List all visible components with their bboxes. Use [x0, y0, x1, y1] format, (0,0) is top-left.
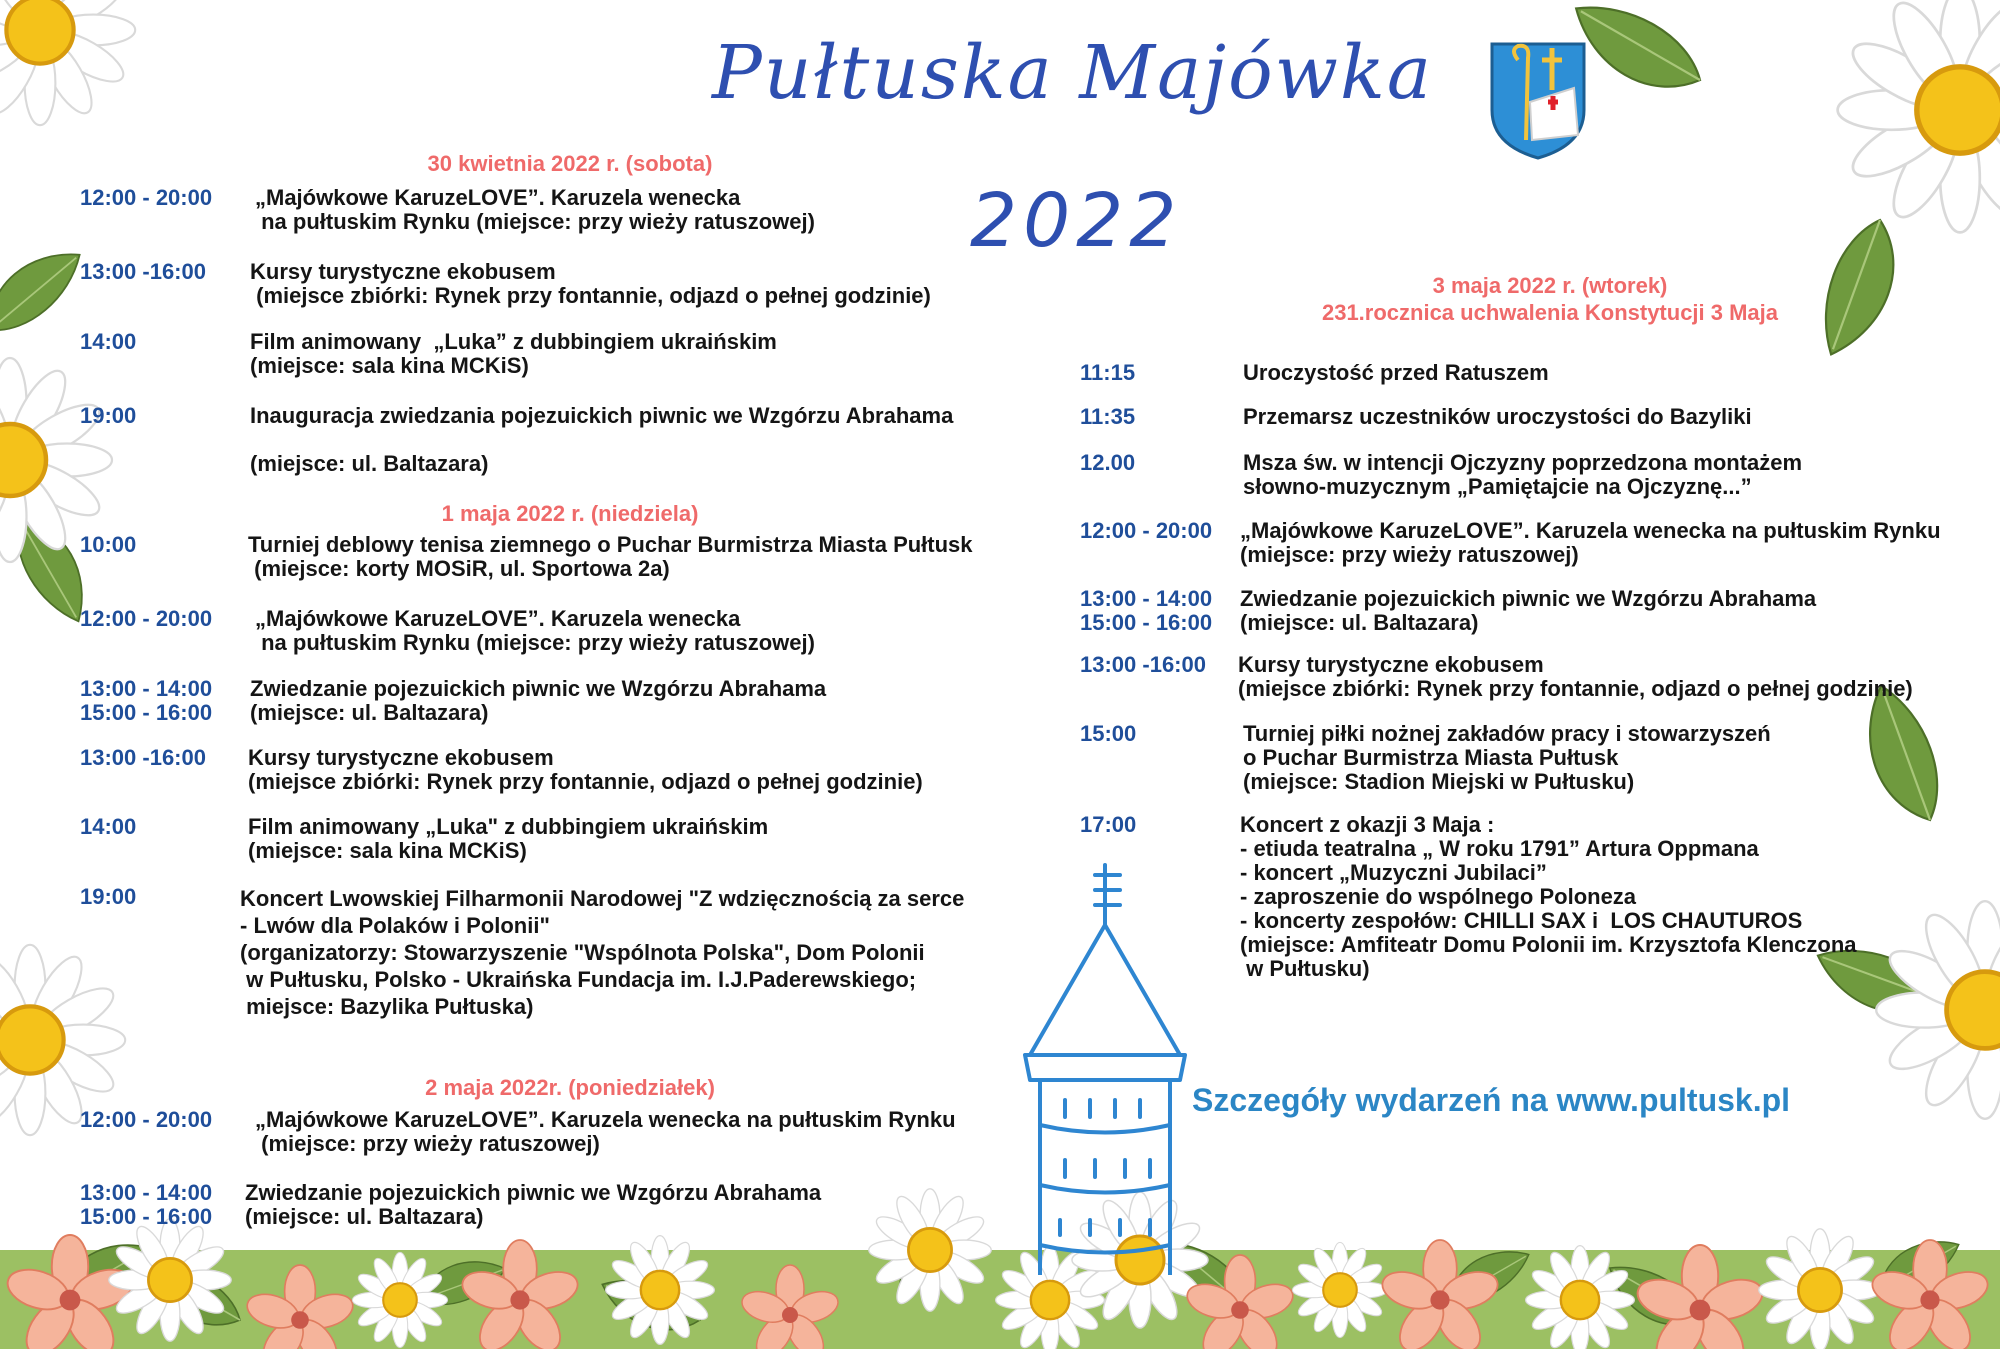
event-description: „Majówkowe KaruzeLOVE”. Karuzela wenecka na pułtuskim Rynku (miejsce: przy wieży ratuszowej)	[255, 606, 815, 655]
event-time: 19:00	[80, 403, 137, 428]
event-time: 13:00 - 14:00 15:00 - 16:00	[80, 676, 213, 725]
event-description: Film animowany „Luka” z dubbingiem ukraińskim (miejsce: sala kina MCKiS)	[250, 329, 777, 378]
event-time: 14:00	[80, 329, 137, 354]
website-link[interactable]: Szczegóły wydarzeń na www.pultusk.pl	[1192, 1082, 1791, 1118]
event-description: Kursy turystyczne ekobusem (miejsce zbiórki: Rynek przy fontannie, odjazd o pełnej godzinie)	[248, 745, 923, 794]
event-time: 14:00	[80, 814, 137, 839]
event-description: Inauguracja zwiedzania pojezuickich piwnic we Wzgórzu Abrahama (miejsce: ul. Baltazara)	[250, 403, 954, 476]
event-time: 17:00	[1080, 812, 1137, 837]
day-header-may3: 3 maja 2022 r. (wtorek)	[1432, 273, 1668, 298]
day-header-apr30: 30 kwietnia 2022 r. (sobota)	[427, 151, 713, 176]
poster-year: 2022	[970, 178, 1183, 264]
event-time: 13:00 - 14:00 15:00 - 16:00	[80, 1180, 213, 1229]
event-time: 13:00 -16:00	[80, 745, 206, 770]
event-description: „Majówkowe KaruzeLOVE”. Karuzela wenecka na pułtuskim Rynku (miejsce: przy wieży ratuszowej)	[255, 185, 815, 234]
event-time: 15:00	[1080, 721, 1137, 746]
event-description: Turniej piłki nożnej zakładów pracy i stowarzyszeń o Puchar Burmistrza Miasta Pułtusk (miejsce: Stadion Miejski w Pułtusku)	[1243, 721, 1771, 794]
event-description: Zwiedzanie pojezuickich piwnic we Wzgórzu Abrahama (miejsce: ul. Baltazara)	[245, 1180, 822, 1229]
event-time: 12:00 - 20:00	[80, 1107, 213, 1132]
event-description: Turniej deblowy tenisa ziemnego o Puchar Burmistrza Miasta Pułtusk (miejsce: korty MOSiR, ul. Sportowa 2a)	[248, 532, 973, 581]
event-time: 13:00 -16:00	[1080, 652, 1206, 677]
coat-of-arms-icon	[1488, 40, 1588, 160]
event-time: 12:00 - 20:00	[80, 185, 213, 210]
event-description: Zwiedzanie pojezuickich piwnic we Wzgórzu Abrahama (miejsce: ul. Baltazara)	[1240, 586, 1817, 635]
event-description: Koncert Lwowskiej Filharmonii Narodowej "Z wdzięcznością za serce - Lwów dla Polaków i Polonii" (organizatorzy: Stowarzyszenie "Wspólnota Polska", Dom Polonii w Pułtusku, Polsko - Ukraińska Fundacja im. I.J.Paderewskiego; miejsce: Bazylika Pułtuska)	[240, 886, 965, 1019]
day-header-may2: 2 maja 2022r. (poniedziałek)	[425, 1075, 715, 1100]
event-description: Zwiedzanie pojezuickich piwnic we Wzgórzu Abrahama (miejsce: ul. Baltazara)	[250, 676, 827, 725]
event-time: 12.00	[1080, 450, 1136, 475]
event-description: Kursy turystyczne ekobusem (miejsce zbiórki: Rynek przy fontannie, odjazd o pełnej godzinie)	[250, 259, 931, 308]
event-time: 13:00 - 14:00 15:00 - 16:00	[1080, 586, 1213, 635]
tower-illustration	[1005, 855, 1245, 1275]
event-description: Koncert z okazji 3 Maja : - etiuda teatralna „ W roku 1791” Artura Oppmana - koncert „Muzyczni Jubilaci” - zaproszenie do wspólnego Poloneza - koncerty zespołów: CHILLI SAX i LOS CHAUTUROS (miejsce: Amfiteatr Domu Polonii im. Krzysztofa Klenczona w Pułtusku)	[1240, 812, 1857, 981]
event-description: Uroczystość przed Ratuszem	[1243, 360, 1549, 385]
event-time: 19:00	[80, 884, 137, 909]
poster-title: Pułtuska Majówka	[712, 30, 1433, 116]
event-time: 10:00	[80, 532, 137, 557]
event-description: Kursy turystyczne ekobusem (miejsce zbiórki: Rynek przy fontannie, odjazd o pełnej godzinie)	[1238, 652, 1913, 701]
event-time: 11:35	[1080, 404, 1136, 429]
event-description: Film animowany „Luka" z dubbingiem ukraińskim (miejsce: sala kina MCKiS)	[248, 814, 769, 863]
event-description: Msza św. w intencji Ojczyzny poprzedzona montażem słowno-muzycznym „Pamiętajcie na Ojczyznę...”	[1243, 450, 1803, 499]
event-description: „Majówkowe KaruzeLOVE”. Karuzela wenecka na pułtuskim Rynku (miejsce: przy wieży ratuszowej)	[255, 1107, 956, 1156]
event-time: 11:15	[1080, 360, 1136, 385]
event-description: Przemarsz uczestników uroczystości do Bazyliki	[1243, 404, 1752, 429]
event-time: 12:00 - 20:00	[80, 606, 213, 631]
event-time: 13:00 -16:00	[80, 259, 206, 284]
event-description: „Majówkowe KaruzeLOVE”. Karuzela wenecka na pułtuskim Rynku (miejsce: przy wieży ratuszowej)	[1240, 518, 1941, 567]
day-header-may1: 1 maja 2022 r. (niedziela)	[441, 501, 699, 526]
event-time: 12:00 - 20:00	[1080, 518, 1213, 543]
day-header-may3-subtitle: 231.rocznica uchwalenia Konstytucji 3 Maja	[1321, 300, 1779, 325]
